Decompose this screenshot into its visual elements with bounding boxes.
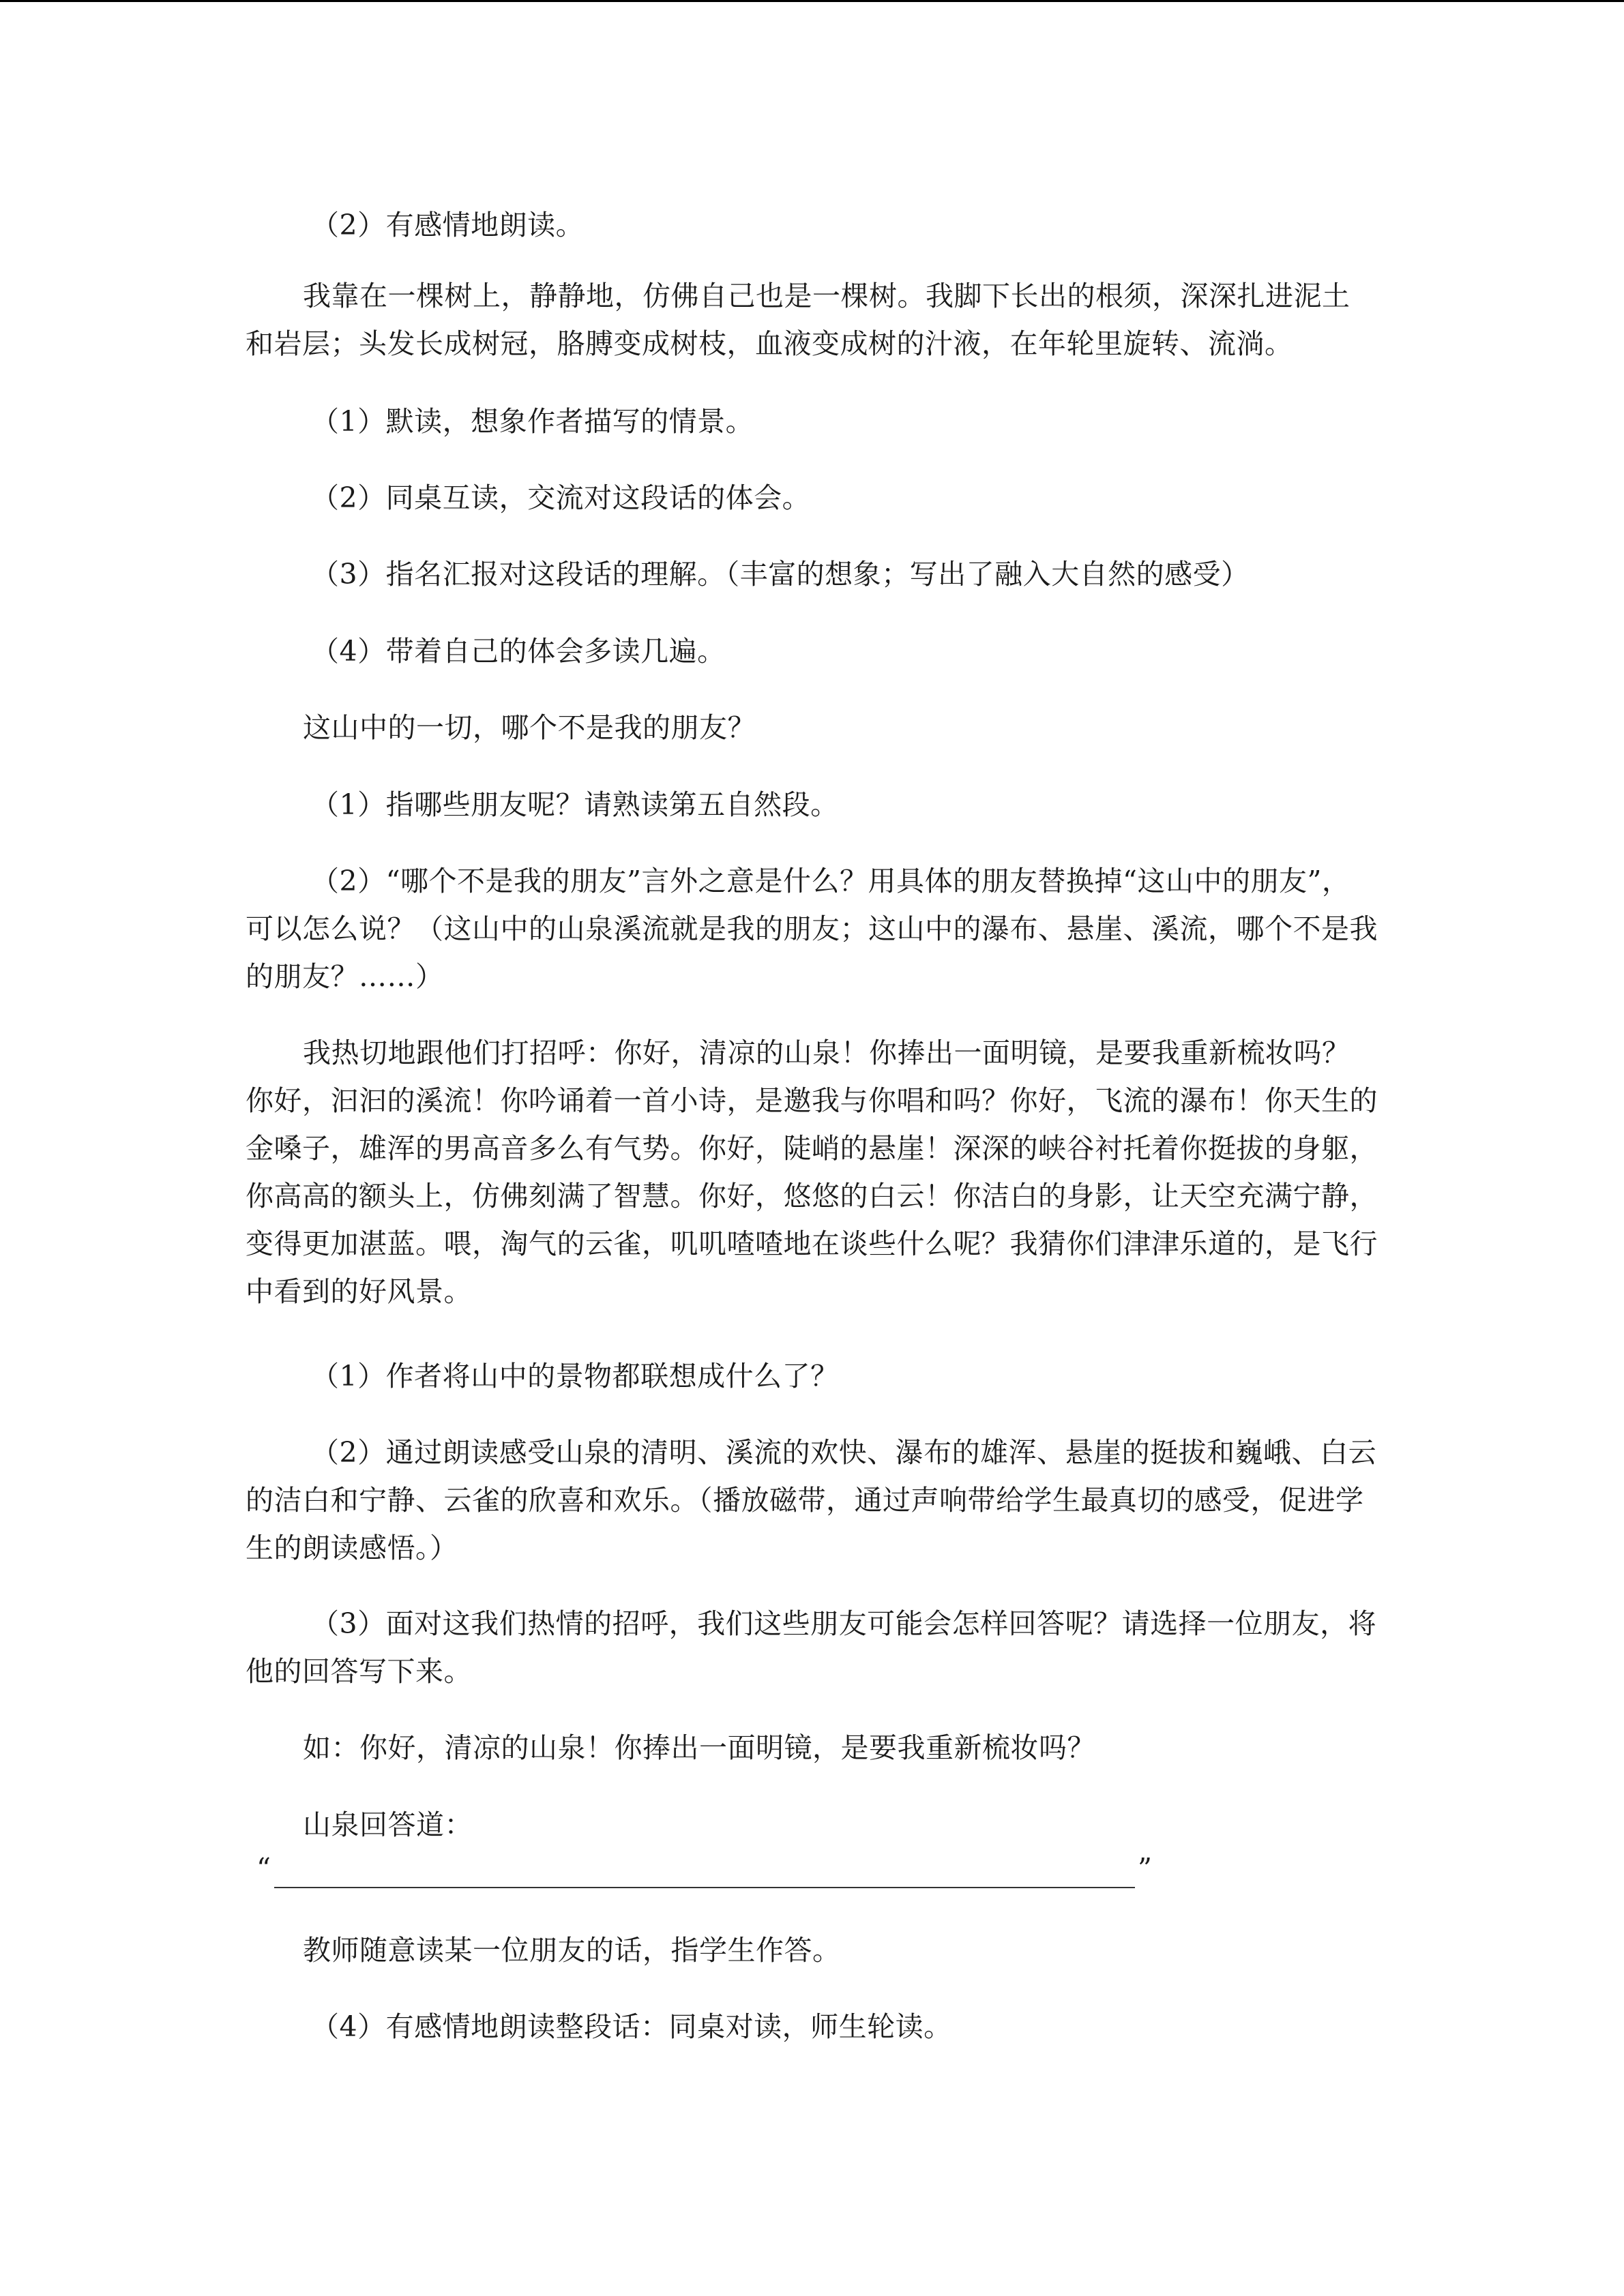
paragraph-greeting-passage: 我热切地跟他们打招呼：你好，清凉的山泉！你捧出一面明镜，是要我重新梳妆吗？你好，汩汩的溪流！你吟诵着一首小诗，是邀我与你唱和吗？你好，飞流的瀑布！你天生的金嗓子，雄浑的男高音多么有气势。你好，陡峭的悬崖！深深的峡谷衬托着你挺拔的身躯，你高高的额头上，仿佛刻满了智慧。你好，悠悠的白云！你洁白的身影，让天空充满宁静，变得更加湛蓝。喂，淘气的云雀，叽叽喳喳地在谈些什么呢？我猜你们津津乐道的，是飞行中看到的好风景。 (246, 1037, 1378, 1308)
paragraph-step-which-friends: （1）指哪些朋友呢？请熟读第五自然段。 (311, 788, 839, 821)
answer-close-quote: ” (1138, 1852, 1152, 1885)
answer-underline (274, 1887, 1135, 1888)
answer-open-quote: “ (256, 1852, 271, 1885)
paragraph-read-aloud-heading: （2）有感情地朗读。 (311, 209, 585, 241)
paragraph-step-silent-read: （1）默读，想象作者描写的情景。 (311, 405, 754, 438)
paragraph-step-reread: （4）带着自己的体会多读几遍。 (311, 635, 726, 668)
paragraph-friends-question: 这山中的一切，哪个不是我的朋友？ (303, 711, 756, 744)
paragraph-tree-passage: 我靠在一棵树上，静静地，仿佛自己也是一棵树。我脚下长出的根须，深深扎进泥土和岩层；头发长成树冠，胳膊变成树枝，血液变成树的汁液，在年轮里旋转、流淌。 (246, 280, 1350, 360)
page-top-border (0, 0, 1624, 2)
paragraph-step-association: （1）作者将山中的景物都联想成什么了？ (311, 1360, 839, 1392)
paragraph-step-report: （3）指名汇报对这段话的理解。（丰富的想象；写出了融入大自然的感受） (311, 558, 1250, 591)
paragraph-example: 如：你好，清凉的山泉！你捧出一面明镜，是要我重新梳妆吗？ (303, 1731, 1095, 1764)
answer-blank (246, 1845, 1160, 1892)
paragraph-teacher-reads: 教师随意读某一位朋友的话，指学生作答。 (303, 1934, 841, 1967)
paragraph-step-write-reply: （3）面对这我们热情的招呼，我们这些朋友可能会怎样回答呢？请选择一位朋友，将他的回答写下来。 (246, 1607, 1377, 1688)
paragraph-step-read-whole: （4）有感情地朗读整段话：同桌对读，师生轮读。 (311, 2010, 952, 2043)
paragraph-step-implied-meaning: （2）“哪个不是我的朋友”言外之意是什么？用具体的朋友替换掉“这山中的朋友”，可以怎么说？（这山中的山泉溪流就是我的朋友；这山中的瀑布、悬崖、溪流，哪个不是我的朋友？……） (246, 865, 1378, 993)
paragraph-step-feel-reading: （2）通过朗读感受山泉的清明、溪流的欢快、瀑布的雄浑、悬崖的挺拔和巍峨、白云的洁白和宁静、云雀的欣喜和欢乐。（播放磁带，通过声响带给学生最真切的感受，促进学生的朗读感悟。） (246, 1436, 1377, 1564)
paragraph-step-pair-read: （2）同桌互读，交流对这段话的体会。 (311, 481, 811, 514)
paragraph-spring-answers: 山泉回答道： (303, 1808, 473, 1841)
